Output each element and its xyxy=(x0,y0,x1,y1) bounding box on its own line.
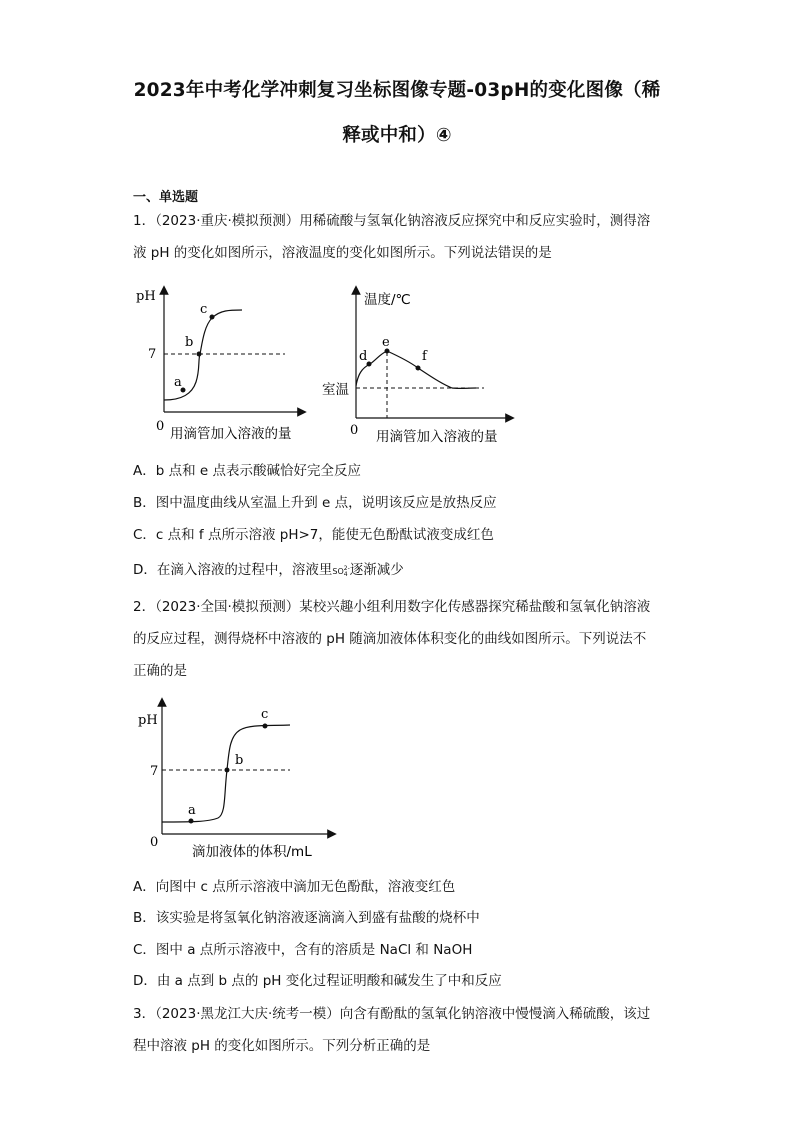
q1-option-c: C．c 点和 f 点所示溶液 pH>7，能使无色酚酞试液变成红色 xyxy=(133,527,494,543)
y-axis-label: 温度/℃ xyxy=(364,292,411,308)
x-axis-label: 用滴管加入溶液的量 xyxy=(170,426,292,442)
point-f xyxy=(416,366,421,371)
label-c: c xyxy=(261,707,269,722)
label-a: a xyxy=(174,375,182,390)
question-2-stem xyxy=(133,591,661,687)
label-c: c xyxy=(200,302,208,317)
q1-temperature-figure xyxy=(318,282,518,446)
question-3-line-1: 3．（2023·黑龙江大庆·统考一模）向含有酚酞的氢氧化钠溶液中慢慢滴入稀硫酸，该过 xyxy=(133,1006,651,1022)
question-2-line-3: 正确的是 xyxy=(133,663,187,679)
question-1-line-1: 1．（2023·重庆·模拟预测）用稀硫酸与氢氧化钠溶液反应探究中和反应实验时，测得溶 xyxy=(133,213,651,229)
question-3-line-2: 程中溶液 pH 的变化如图所示。下列分析正确的是 xyxy=(133,1038,431,1054)
question-1-stem xyxy=(133,205,661,269)
question-2-line-1: 2．（2023·全国·模拟预测）某校兴趣小组利用数字化传感器探究稀盐酸和氢氧化钠溶液 xyxy=(133,599,651,615)
q2-option-a: A．向图中 c 点所示溶液中滴加无色酚酞，溶液变红色 xyxy=(133,879,456,895)
q1-ph-figure xyxy=(130,282,310,446)
tick-7-label: 7 xyxy=(150,764,159,779)
origin-label: 0 xyxy=(150,835,159,850)
label-f: f xyxy=(422,349,427,364)
origin-label: 0 xyxy=(350,423,359,438)
q1-option-d-prefix: D．在滴入溶液的过程中，溶液里 xyxy=(133,562,333,578)
temperature-curve xyxy=(356,351,476,388)
x-axis-label: 用滴管加入溶液的量 xyxy=(376,429,498,445)
sulfate-formula: SO 2- 4 xyxy=(332,564,350,578)
question-1-line-2: 液 pH 的变化如图所示，溶液温度的变化如图所示。下列说法错误的是 xyxy=(133,245,552,261)
point-a xyxy=(189,819,194,824)
label-a: a xyxy=(188,803,196,818)
label-d: d xyxy=(359,349,368,364)
q1-option-d xyxy=(133,560,404,582)
title-line-2: 释或中和）④ xyxy=(342,125,452,146)
q2-option-d: D．由 a 点到 b 点的 pH 变化过程证明酸和碱发生了中和反应 xyxy=(133,973,502,989)
q2-ph-figure xyxy=(130,696,340,864)
point-c xyxy=(210,315,215,320)
room-temp-label: 室温 xyxy=(322,382,349,398)
question-3-stem xyxy=(133,998,661,1062)
label-b: b xyxy=(185,335,194,350)
y-axis-label: pH xyxy=(136,289,156,304)
label-e: e xyxy=(382,335,390,350)
origin-label: 0 xyxy=(156,419,165,434)
q1-option-a: A．b 点和 e 点表示酸碱恰好完全反应 xyxy=(133,463,361,479)
question-2-line-2: 的反应过程，测得烧杯中溶液的 pH 随滴加液体体积变化的曲线如图所示。下列说法不 xyxy=(133,631,647,647)
title-line-1: 2023年中考化学冲刺复习坐标图像专题-03pH的变化图像（稀 xyxy=(133,80,661,101)
q2-option-c: C．图中 a 点所示溶液中，含有的溶质是 NaCl 和 NaOH xyxy=(133,942,473,958)
x-axis-label: 滴加液体的体积/mL xyxy=(192,844,312,860)
section-heading: 一、单选题 xyxy=(133,190,199,205)
q2-option-b: B．该实验是将氢氧化钠溶液逐滴滴入到盛有盐酸的烧杯中 xyxy=(133,910,480,926)
point-b xyxy=(225,768,230,773)
point-c xyxy=(263,724,268,729)
ph-curve xyxy=(162,725,290,822)
y-axis-label: pH xyxy=(138,713,158,728)
q1-option-d-suffix: 逐渐减少 xyxy=(349,562,404,578)
q1-option-b: B．图中温度曲线从室温上升到 e 点，说明该反应是放热反应 xyxy=(133,495,497,511)
point-b xyxy=(197,352,202,357)
tick-7-label: 7 xyxy=(148,347,157,362)
label-b: b xyxy=(235,753,244,768)
document-title xyxy=(100,68,694,158)
